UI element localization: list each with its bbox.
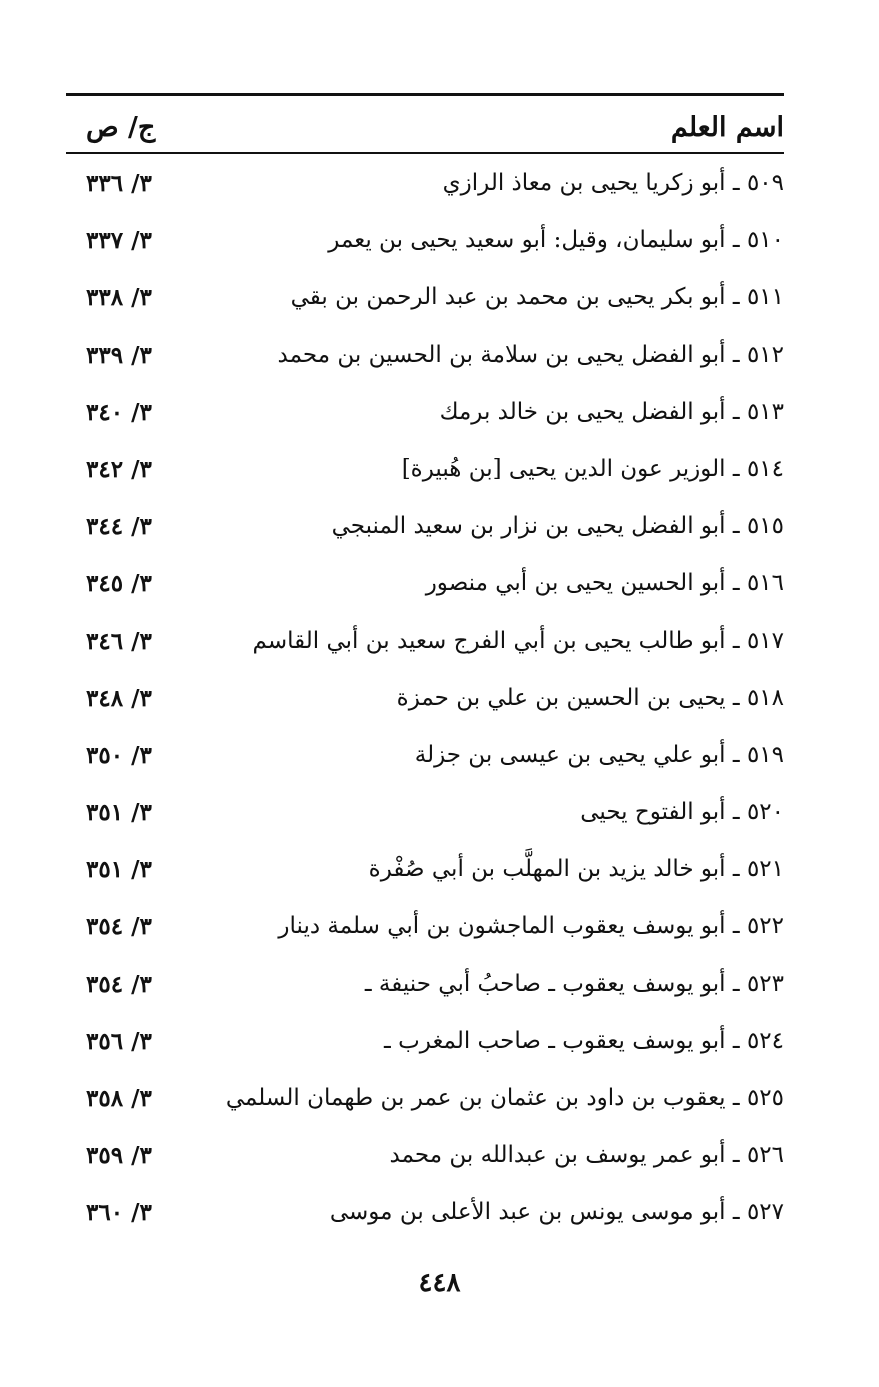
entry-reference: ٣/ ٣٤٠ xyxy=(86,398,152,426)
entry-reference: ٣/ ٣٦٠ xyxy=(86,1199,152,1227)
list-item xyxy=(66,961,784,1018)
list-item xyxy=(66,503,784,560)
list-item xyxy=(66,1132,784,1189)
name-column-header: اسم العلم xyxy=(670,112,784,143)
list-item xyxy=(66,1018,784,1075)
table-header xyxy=(66,100,784,150)
reference-column-header: ج/ ص xyxy=(86,112,156,143)
list-item xyxy=(66,675,784,732)
list-item xyxy=(66,160,784,217)
entry-name: ٥١٦ ـ أبو الحسين يحيى بن أبي منصور xyxy=(425,570,784,597)
entry-name: ٥١٨ ـ يحيى بن الحسين بن علي بن حمزة xyxy=(396,684,784,711)
list-item xyxy=(66,846,784,903)
entry-reference: ٣/ ٣٣٨ xyxy=(86,284,152,312)
entry-reference: ٣/ ٣٤٢ xyxy=(86,455,152,483)
list-item xyxy=(66,732,784,789)
entry-reference: ٣/ ٣٥٩ xyxy=(86,1142,152,1170)
list-item xyxy=(66,446,784,503)
entry-reference: ٣/ ٣٥٤ xyxy=(86,913,152,941)
entry-reference: ٣/ ٣٤٦ xyxy=(86,627,152,655)
entry-name: ٥١٠ ـ أبو سليمان، وقيل: أبو سعيد يحيى بن يعمر xyxy=(328,227,784,254)
header-rule xyxy=(66,152,784,154)
entry-name: ٥٢١ ـ أبو خالد يزيد بن المهلَّب بن أبي صُفْرة xyxy=(368,856,784,883)
list-item xyxy=(66,1189,784,1246)
entry-reference: ٣/ ٣٤٤ xyxy=(86,513,152,541)
entry-name: ٥١٣ ـ أبو الفضل يحيى بن خالد برمك xyxy=(439,398,784,425)
entry-name: ٥١٤ ـ الوزير عون الدين يحيى [بن هُبيرة] xyxy=(401,455,784,482)
entry-reference: ٣/ ٣٣٦ xyxy=(86,170,152,197)
list-item xyxy=(66,332,784,389)
entry-reference: ٣/ ٣٤٥ xyxy=(86,570,152,598)
entry-list xyxy=(66,160,784,1247)
entry-name: ٥٢٠ ـ أبو الفتوح يحيى xyxy=(580,799,784,826)
entry-name: ٥١٩ ـ أبو علي يحيى بن عيسى بن جزلة xyxy=(414,741,784,768)
entry-name: ٥١٥ ـ أبو الفضل يحيى بن نزار بن سعيد المنبجي xyxy=(331,513,784,540)
entry-name: ٥٢٤ ـ أبو يوسف يعقوب ـ صاحب المغرب ـ xyxy=(384,1027,784,1054)
list-item xyxy=(66,560,784,617)
list-item xyxy=(66,274,784,331)
page-number: ٤٤٨ xyxy=(418,1268,461,1298)
list-item xyxy=(66,789,784,846)
entry-name: ٥١٧ ـ أبو طالب يحيى بن أبي الفرج سعيد بن أبي القاسم xyxy=(252,627,784,654)
entry-name: ٥١٢ ـ أبو الفضل يحيى بن سلامة بن الحسين بن محمد xyxy=(277,341,784,368)
entry-reference: ٣/ ٣٥١ xyxy=(86,856,152,884)
list-item xyxy=(66,618,784,675)
list-item xyxy=(66,217,784,274)
entry-reference: ٣/ ٣٤٨ xyxy=(86,684,152,712)
top-rule xyxy=(66,93,784,96)
entry-reference: ٣/ ٣٥٤ xyxy=(86,970,152,998)
entry-name: ٥٢٦ ـ أبو عمر يوسف بن عبدالله بن محمد xyxy=(389,1142,784,1169)
entry-name: ٥٠٩ ـ أبو زكريا يحيى بن معاذ الرازي xyxy=(442,170,784,196)
list-item xyxy=(66,903,784,960)
entry-name: ٥٢٥ ـ يعقوب بن داود بن عثمان بن عمر بن طهمان السلمي xyxy=(225,1085,784,1111)
list-item xyxy=(66,1075,784,1132)
entry-name: ٥٢٢ ـ أبو يوسف يعقوب الماجشون بن أبي سلمة دينار xyxy=(278,913,784,940)
entry-reference: ٣/ ٣٥١ xyxy=(86,799,152,827)
entry-reference: ٣/ ٣٥٦ xyxy=(86,1027,152,1055)
entry-name: ٥٢٧ ـ أبو موسى يونس بن عبد الأعلى بن موسى xyxy=(329,1199,784,1226)
entry-reference: ٣/ ٣٣٩ xyxy=(86,341,152,369)
entry-reference: ٣/ ٣٥٨ xyxy=(86,1085,152,1112)
entry-reference: ٣/ ٣٣٧ xyxy=(86,227,152,255)
list-item xyxy=(66,389,784,446)
entry-reference: ٣/ ٣٥٠ xyxy=(86,741,152,769)
entry-name: ٥١١ ـ أبو بكر يحيى بن محمد بن عبد الرحمن بن بقي xyxy=(290,284,784,311)
entry-name: ٥٢٣ ـ أبو يوسف يعقوب ـ صاحبُ أبي حنيفة ـ xyxy=(364,970,784,997)
